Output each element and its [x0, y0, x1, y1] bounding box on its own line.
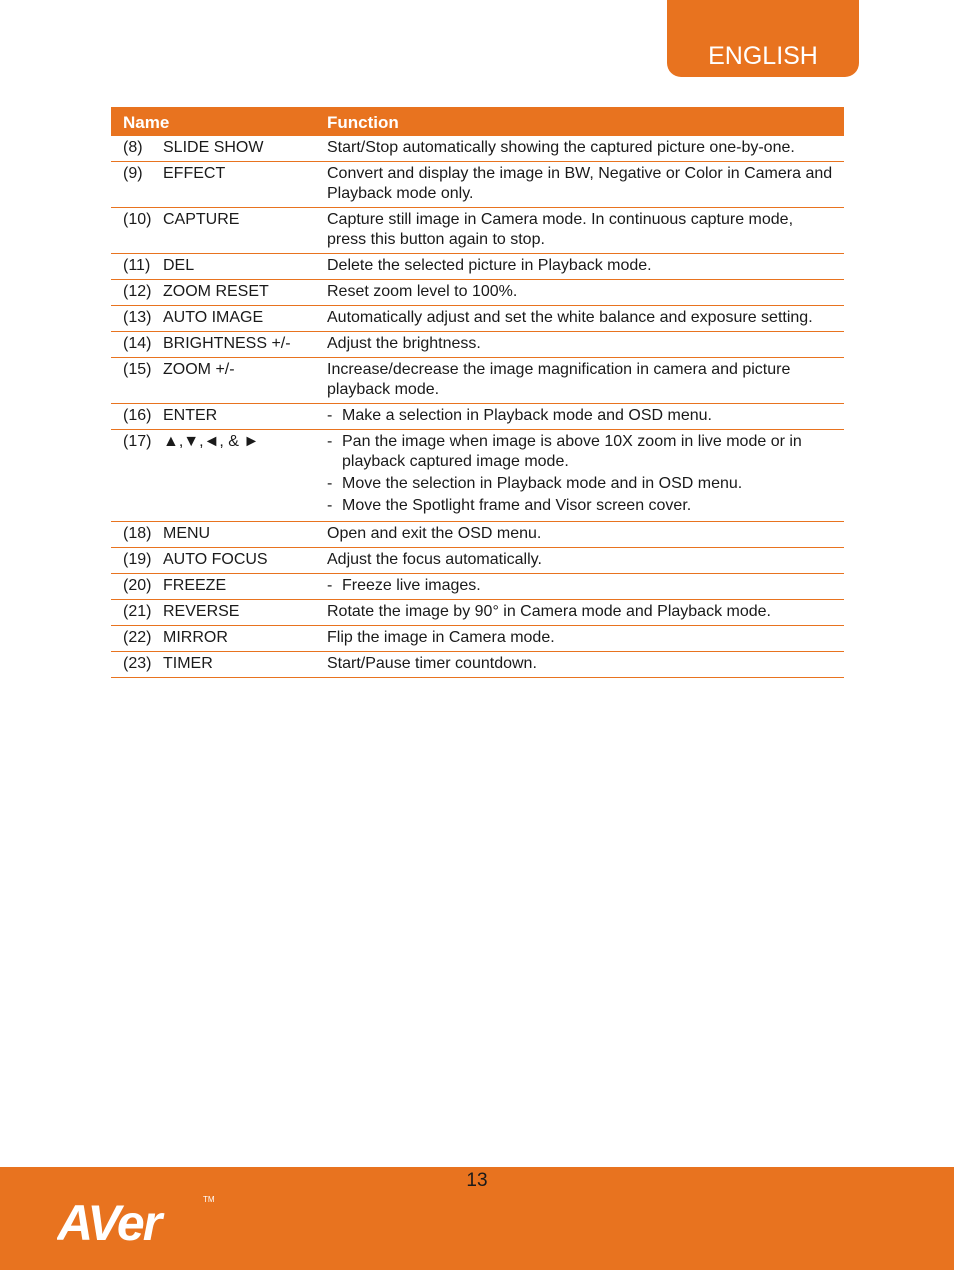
row-name: FREEZE [163, 577, 227, 594]
logo-wordmark: AVer [57, 1196, 161, 1246]
row-number: (23) [123, 655, 152, 672]
row-function-cell [315, 136, 844, 162]
function-text: Pan the image when image is above 10X zoom in live mode or in playback captured image mode. [342, 433, 802, 470]
row-name: BRIGHTNESS +/- [163, 335, 291, 352]
row-function-cell [315, 332, 844, 358]
table-row [111, 358, 844, 404]
row-name-cell [111, 522, 315, 548]
bullet-dash: - [327, 433, 333, 450]
row-name-cell [111, 280, 315, 306]
row-name: ZOOM RESET [163, 283, 269, 300]
table-header-row [111, 107, 844, 136]
table-row [111, 548, 844, 574]
table-row [111, 600, 844, 626]
function-text: Start/Pause timer countdown. [327, 655, 537, 672]
row-name: ▲,▼,◄, & ► [163, 433, 260, 450]
row-name-cell [111, 136, 315, 162]
table-row [111, 280, 844, 306]
row-function-cell [315, 254, 844, 280]
row-function-cell [315, 548, 844, 574]
function-text: Start/Stop automatically showing the captured picture one-by-one. [327, 139, 795, 156]
row-name: MENU [163, 525, 211, 542]
bullet-dash: - [327, 407, 333, 424]
table-row [111, 404, 844, 430]
row-function-cell [315, 306, 844, 332]
row-name-cell [111, 548, 315, 574]
row-number: (12) [123, 283, 152, 300]
function-text: Adjust the brightness. [327, 335, 481, 352]
row-number: (19) [123, 551, 152, 568]
bullet-dash: - [327, 475, 333, 492]
page-number: 13 [466, 1170, 488, 1191]
row-number: (21) [123, 603, 152, 620]
function-text: Adjust the focus automatically. [327, 551, 542, 568]
function-text: Move the Spotlight frame and Visor screen cover. [342, 497, 692, 514]
function-text: Capture still image in Camera mode. In continuous capture mode, press this button again to stop. [327, 211, 794, 248]
row-function-cell [315, 522, 844, 548]
row-function-cell [315, 626, 844, 652]
row-number: (18) [123, 525, 152, 542]
language-tab [667, 0, 859, 77]
function-text: Automatically adjust and set the white balance and exposure setting. [327, 309, 813, 326]
bullet-dash: - [327, 577, 333, 594]
language-label: ENGLISH [708, 42, 818, 70]
row-number: (11) [123, 257, 151, 274]
row-function-cell [315, 162, 844, 208]
row-function-cell [315, 404, 844, 430]
row-number: (10) [123, 211, 152, 228]
row-name-cell [111, 652, 315, 678]
row-number: (8) [123, 139, 143, 156]
row-name: ENTER [163, 407, 218, 424]
aver-logo [57, 1196, 217, 1251]
function-text: Open and exit the OSD menu. [327, 525, 542, 542]
row-name: TIMER [163, 655, 213, 672]
bullet-dash: - [327, 497, 333, 514]
function-text: Flip the image in Camera mode. [327, 629, 555, 646]
row-number: (13) [123, 309, 152, 326]
function-table [111, 107, 844, 678]
table-row [111, 430, 844, 522]
function-text: Rotate the image by 90° in Camera mode and Playback mode. [327, 603, 771, 620]
row-name-cell [111, 358, 315, 404]
row-number: (9) [123, 165, 143, 182]
row-function-cell [315, 600, 844, 626]
row-name-cell [111, 332, 315, 358]
table-row [111, 522, 844, 548]
row-number: (14) [123, 335, 152, 352]
table-row [111, 652, 844, 678]
row-function-cell [315, 208, 844, 254]
table-row [111, 208, 844, 254]
table-row [111, 136, 844, 162]
row-name: AUTO IMAGE [163, 309, 264, 326]
row-function-cell [315, 574, 844, 600]
row-name-cell [111, 600, 315, 626]
row-function-cell [315, 280, 844, 306]
row-name: REVERSE [163, 603, 240, 620]
function-text: Move the selection in Playback mode and in OSD menu. [342, 475, 743, 492]
function-text: Reset zoom level to 100%. [327, 283, 518, 300]
table-row [111, 626, 844, 652]
row-name: AUTO FOCUS [163, 551, 268, 568]
row-name-cell [111, 162, 315, 208]
table-body [111, 136, 844, 678]
logo-trademark: TM [203, 1196, 215, 1204]
row-number: (15) [123, 361, 152, 378]
function-text: Increase/decrease the image magnification in camera and picture playback mode. [327, 361, 791, 398]
row-number: (22) [123, 629, 152, 646]
table-row [111, 574, 844, 600]
table-row [111, 332, 844, 358]
row-name-cell [111, 306, 315, 332]
table-row [111, 306, 844, 332]
row-name: EFFECT [163, 165, 226, 182]
row-name-cell [111, 626, 315, 652]
row-function-cell [315, 358, 844, 404]
row-name-cell [111, 574, 315, 600]
row-function-cell [315, 430, 844, 522]
row-number: (16) [123, 407, 152, 424]
row-name: ZOOM +/- [163, 361, 235, 378]
row-number: (17) [123, 433, 152, 450]
row-name-cell [111, 208, 315, 254]
row-function-cell [315, 652, 844, 678]
function-column-header: Function [315, 107, 844, 136]
function-text: Make a selection in Playback mode and OSD menu. [342, 407, 712, 424]
function-text: Freeze live images. [342, 577, 481, 594]
table-row [111, 162, 844, 208]
aver-logo-icon [57, 1196, 217, 1246]
row-name: CAPTURE [163, 211, 240, 228]
row-name: MIRROR [163, 629, 228, 646]
row-name-cell [111, 430, 315, 522]
function-text: Convert and display the image in BW, Negative or Color in Camera and Playback mode only. [327, 165, 833, 202]
row-name-cell [111, 254, 315, 280]
row-name-cell [111, 404, 315, 430]
function-text: Delete the selected picture in Playback mode. [327, 257, 652, 274]
row-name: SLIDE SHOW [163, 139, 264, 156]
table-row [111, 254, 844, 280]
row-name: DEL [163, 257, 195, 274]
row-number: (20) [123, 577, 152, 594]
name-column-header: Name [111, 107, 315, 136]
